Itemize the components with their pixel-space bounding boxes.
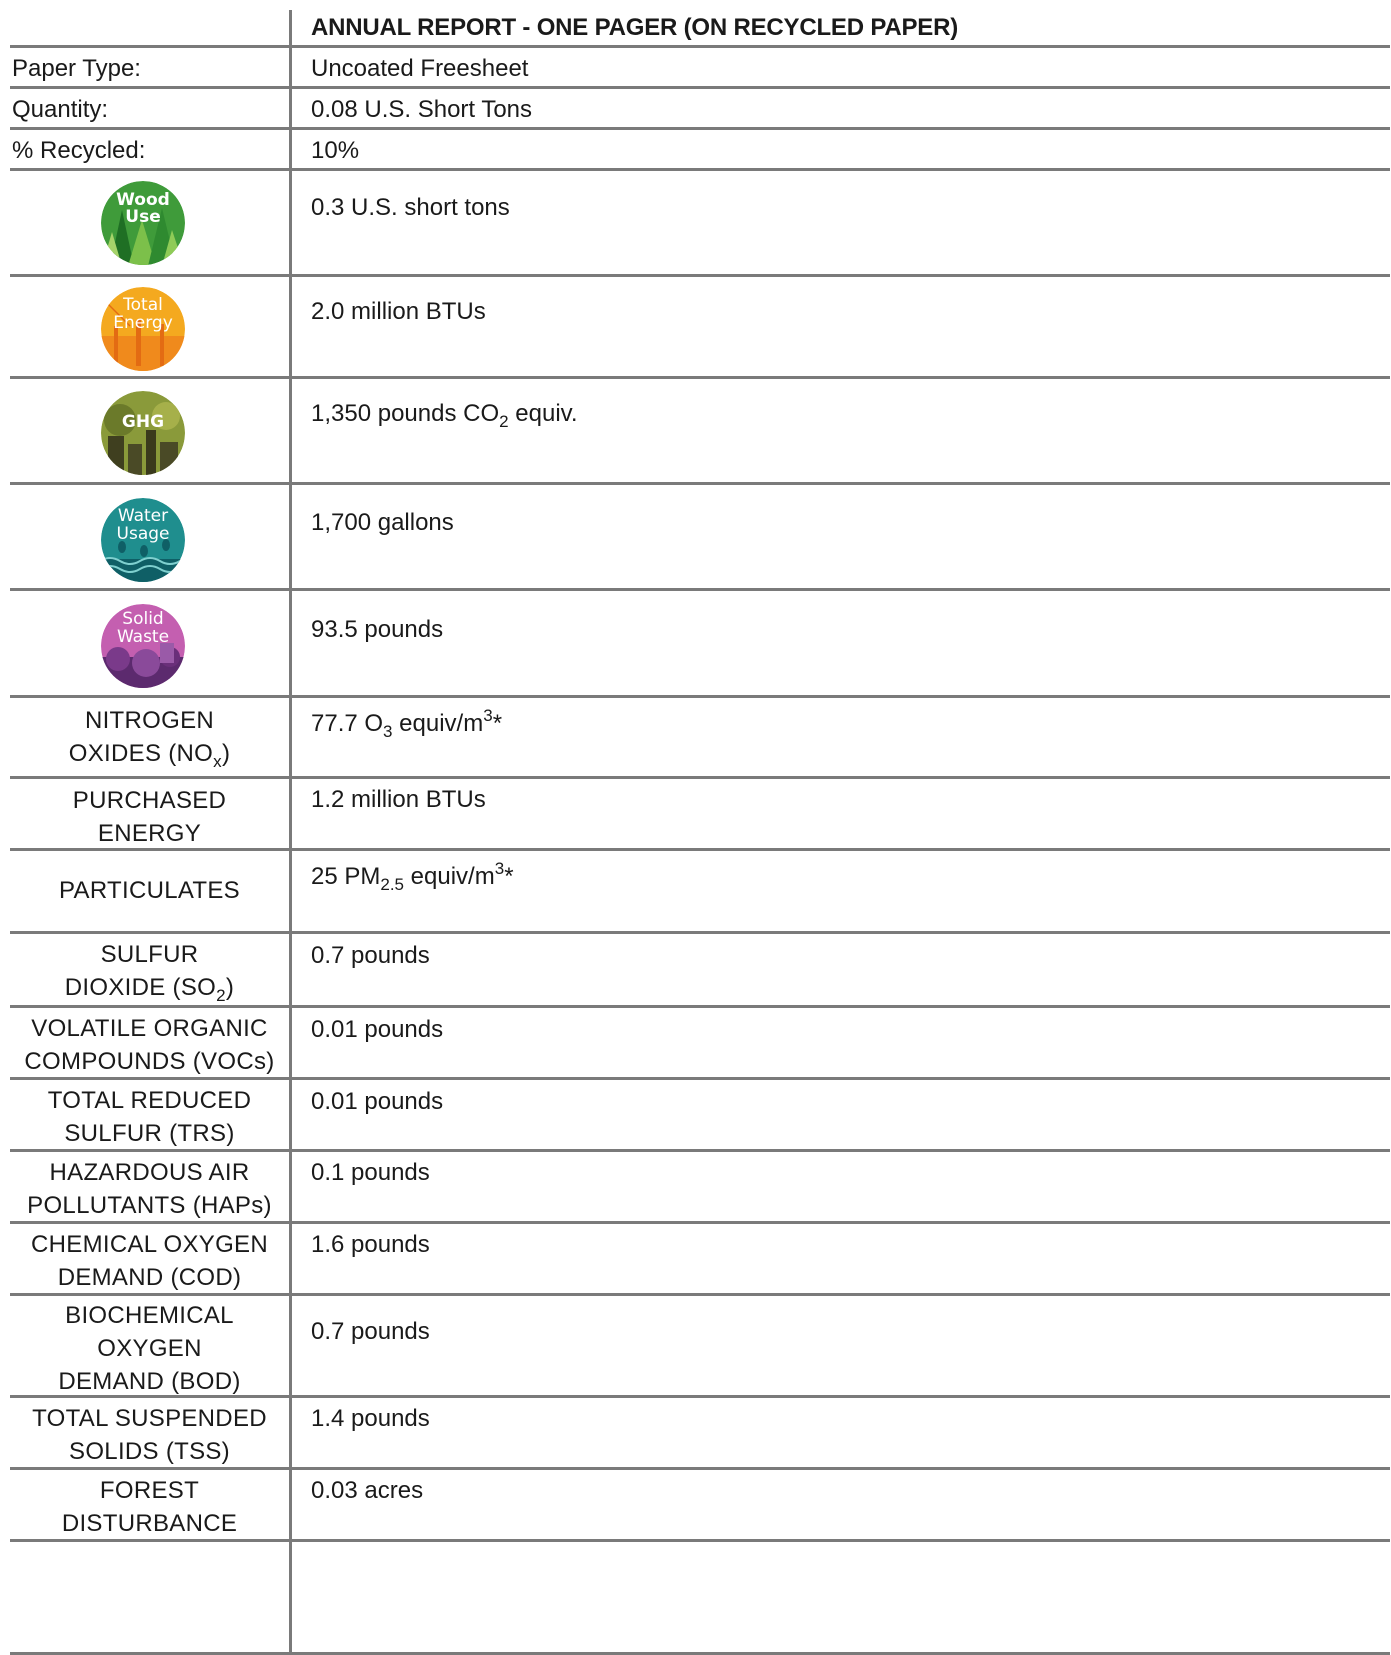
total-energy-icon [100,286,186,372]
cod-value: 1.6 pounds [311,1231,430,1258]
row-divider [10,931,1390,934]
trs-value: 0.01 pounds [311,1088,444,1115]
solid-waste-icon-line1: Solid [122,609,164,629]
purchased-energy-value: 1.2 million BTUs [311,786,486,813]
forest-disturbance-value: 0.03 acres [311,1477,424,1504]
wood-use-icon-line2: Use [125,207,161,227]
purchased-energy-label: PURCHASED ENERGY [72,787,227,847]
row-divider [10,86,1390,89]
row-divider [10,482,1390,485]
row-divider [10,274,1390,277]
so2-label: SULFUR DIOXIDE $(SO_2)$ [64,941,235,1005]
row-divider [10,127,1390,130]
cod-label: CHEMICAL OXYGEN DEMAND (COD) [31,1231,268,1291]
haps-value: 0.1 pounds [311,1159,430,1186]
column-divider [289,10,292,47]
water-usage-icon [100,497,186,583]
ghg-icon-label: GHG [121,412,165,432]
solid-waste-icon-line2: Waste [116,627,170,647]
bod-value: 0.7 pounds [311,1318,430,1345]
haps-label: HAZARDOUS AIR POLLUTANTS (HAPs) [27,1159,272,1219]
row-divider [10,1005,1390,1008]
nox-label: NITROGEN OXIDES $(NO_x)$ [68,707,231,771]
row-divider [10,776,1390,779]
recycled-value: 10% [311,137,360,164]
tss-value: 1.4 pounds [311,1405,430,1432]
solid-waste-value: 93.5 pounds [311,616,444,643]
total-energy-icon-line2: Energy [113,313,173,333]
ghg-icon [100,390,186,476]
wood-use-icon [100,180,186,266]
paper-type-value: Uncoated Freesheet [311,55,529,82]
trs-label: TOTAL REDUCED SULFUR (TRS) [47,1087,252,1147]
column-divider [289,47,292,1655]
row-divider [10,588,1390,591]
water-usage-icon-line1: Water [117,506,169,526]
total-energy-icon-line1: Total [123,295,163,315]
particulates-label: PARTICULATES [59,877,240,904]
bod-label: BIOCHEMICAL OXYGEN DEMAND (BOD) [58,1302,241,1395]
ghg-value: 1,350 pounds $CO_2$ equiv. [311,400,578,431]
so2-value: 0.7 pounds [311,942,430,969]
paper-type-label: Paper Type: [12,55,141,82]
total-energy-value: 2.0 million BTUs [311,298,486,325]
tss-label: TOTAL SUSPENDED SOLIDS (TSS) [32,1405,267,1465]
wood-use-icon-line1: Wood [116,190,170,210]
particulates-value: 25 $PM_{2.5}$ equiv/$m^3*$ [311,859,514,894]
row-divider [10,695,1390,698]
quantity-label: Quantity: [12,96,109,123]
solid-waste-icon [100,603,186,689]
vocs-label: VOLATILE ORGANIC COMPOUNDS (VOCs) [24,1015,275,1075]
report-title: ANNUAL REPORT - ONE PAGER (ON RECYCLED PAPER) [311,14,959,41]
forest-disturbance-label: FOREST DISTURBANCE [61,1477,238,1537]
recycled-label: % Recycled: [12,137,146,164]
nox-value: 77.7 $O_3$ equiv/$m^3*$ [311,706,503,741]
row-divider [10,45,1390,48]
wood-use-value: 0.3 U.S. short tons [311,194,510,221]
row-divider [10,376,1390,379]
water-usage-icon-line2: Usage [116,524,170,544]
quantity-value: 0.08 U.S. Short Tons [311,96,533,123]
row-divider [10,168,1390,171]
vocs-value: 0.01 pounds [311,1016,444,1043]
water-usage-value: 1,700 gallons [311,509,454,536]
